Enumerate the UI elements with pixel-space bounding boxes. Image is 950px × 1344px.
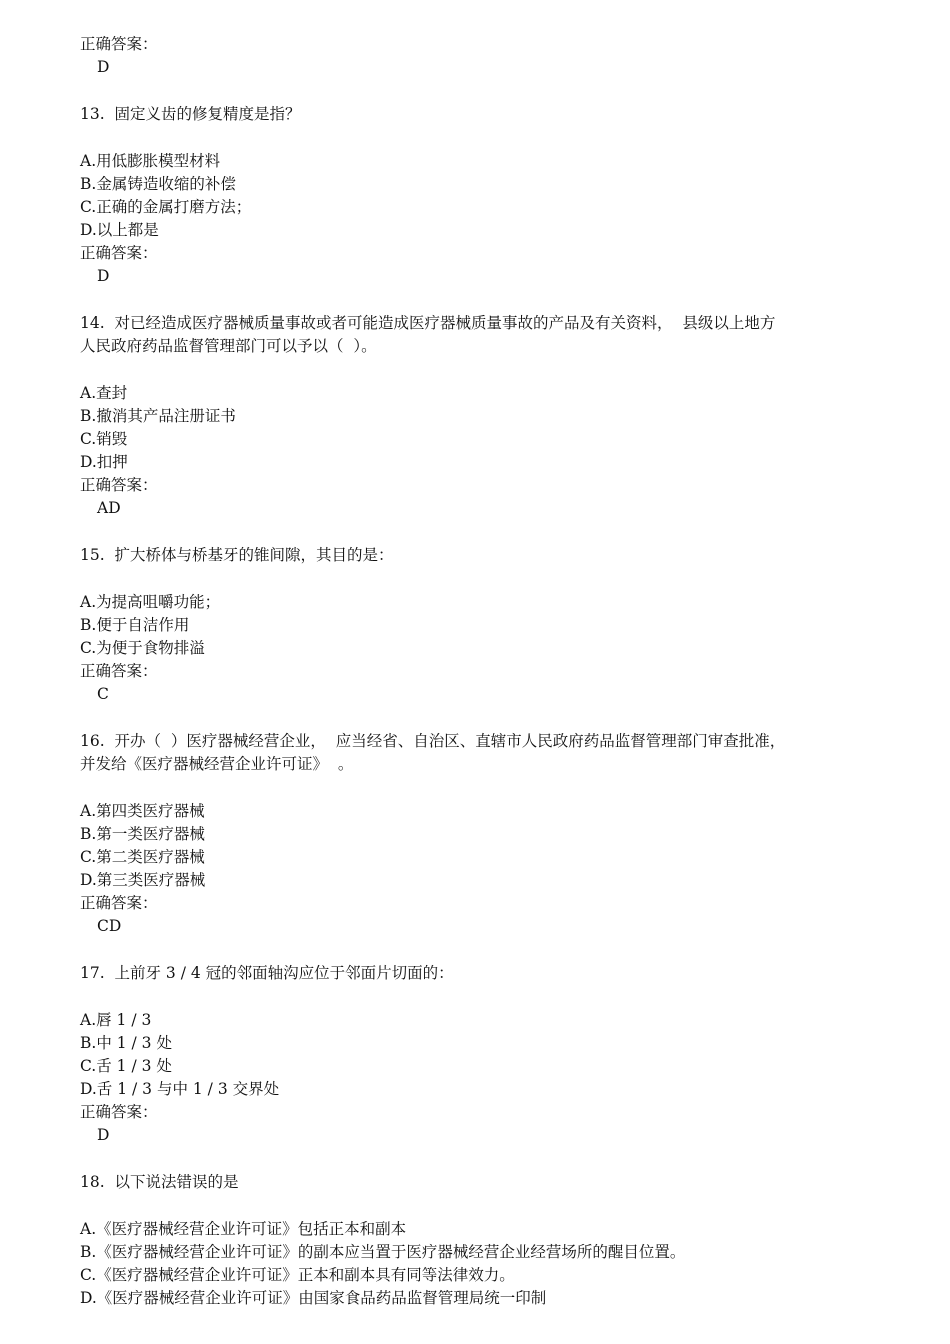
question-18-option-c: C.《医疗器械经营企业许可证》正本和副本具有同等法律效力。	[80, 1266, 515, 1284]
question-16-answer-label: 正确答案：	[80, 894, 158, 912]
question-16-option-c: C.第二类医疗器械	[80, 848, 205, 866]
question-16-answer: CD	[97, 917, 122, 935]
question-15-answer: C	[97, 685, 109, 703]
question-14-stem-line1: 14. 对已经造成医疗器械质量事故或者可能造成医疗器械质量事故的产品及有关资料， 县级以上地方	[80, 314, 776, 332]
question-17-option-d: D.舌 1 / 3 与中 1 / 3 交界处	[80, 1080, 280, 1098]
question-15-option-a: A.为提高咀嚼功能；	[80, 593, 221, 611]
answer-value: D	[97, 58, 110, 76]
question-13-stem: 13. 固定义齿的修复精度是指？	[80, 105, 301, 123]
question-18-option-b: B.《医疗器械经营企业许可证》的副本应当置于医疗器械经营企业经营场所的醒目位置。	[80, 1243, 686, 1261]
question-17-option-b: B.中 1 / 3 处	[80, 1034, 172, 1052]
question-14-option-d: D.扣押	[80, 453, 128, 471]
question-15-stem: 15. 扩大桥体与桥基牙的锥间隙，其目的是：	[80, 546, 394, 564]
question-17-answer-label: 正确答案：	[80, 1103, 158, 1121]
question-16-option-a: A.第四类医疗器械	[80, 802, 205, 820]
question-18-stem: 18. 以下说法错误的是	[80, 1173, 239, 1191]
question-13-option-a: A.用低膨胀模型材料	[80, 152, 221, 170]
answer-label: 正确答案：	[80, 35, 158, 53]
question-16-option-b: B.第一类医疗器械	[80, 825, 205, 843]
question-13-answer-label: 正确答案：	[80, 244, 158, 262]
question-13-answer: D	[97, 267, 110, 285]
question-15-option-b: B.便于自洁作用	[80, 616, 190, 634]
question-14-answer: AD	[97, 499, 121, 517]
question-17-option-a: A.唇 1 / 3	[80, 1011, 152, 1029]
question-16-stem-line2: 并发给《医疗器械经营企业许可证》 。	[80, 755, 354, 773]
question-13-option-c: C.正确的金属打磨方法；	[80, 198, 252, 216]
question-17-stem: 17. 上前牙 3 / 4 冠的邻面轴沟应位于邻面片切面的：	[80, 964, 454, 982]
question-15-option-c: C.为便于食物排溢	[80, 639, 205, 657]
question-14-answer-label: 正确答案：	[80, 476, 158, 494]
question-17-option-c: C.舌 1 / 3 处	[80, 1057, 172, 1075]
question-14-option-c: C.销毁	[80, 430, 128, 448]
question-16-stem-line1: 16. 开办（ ）医疗器械经营企业， 应当经省、自治区、直辖市人民政府药品监督管理部门审查批准，	[80, 732, 786, 750]
question-18-option-d: D.《医疗器械经营企业许可证》由国家食品药品监督管理局统一印制	[80, 1289, 547, 1307]
question-16-option-d: D.第三类医疗器械	[80, 871, 206, 889]
question-14-option-b: B.撤消其产品注册证书	[80, 407, 236, 425]
question-15-answer-label: 正确答案：	[80, 662, 158, 680]
question-13-option-d: D.以上都是	[80, 221, 159, 239]
question-14-stem-line2: 人民政府药品监督管理部门可以予以（ ）。	[80, 337, 377, 355]
question-18-option-a: A.《医疗器械经营企业许可证》包括正本和副本	[80, 1220, 407, 1238]
question-14-option-a: A.查封	[80, 384, 128, 402]
question-13-option-b: B.金属铸造收缩的补偿	[80, 175, 236, 193]
question-17-answer: D	[97, 1126, 110, 1144]
